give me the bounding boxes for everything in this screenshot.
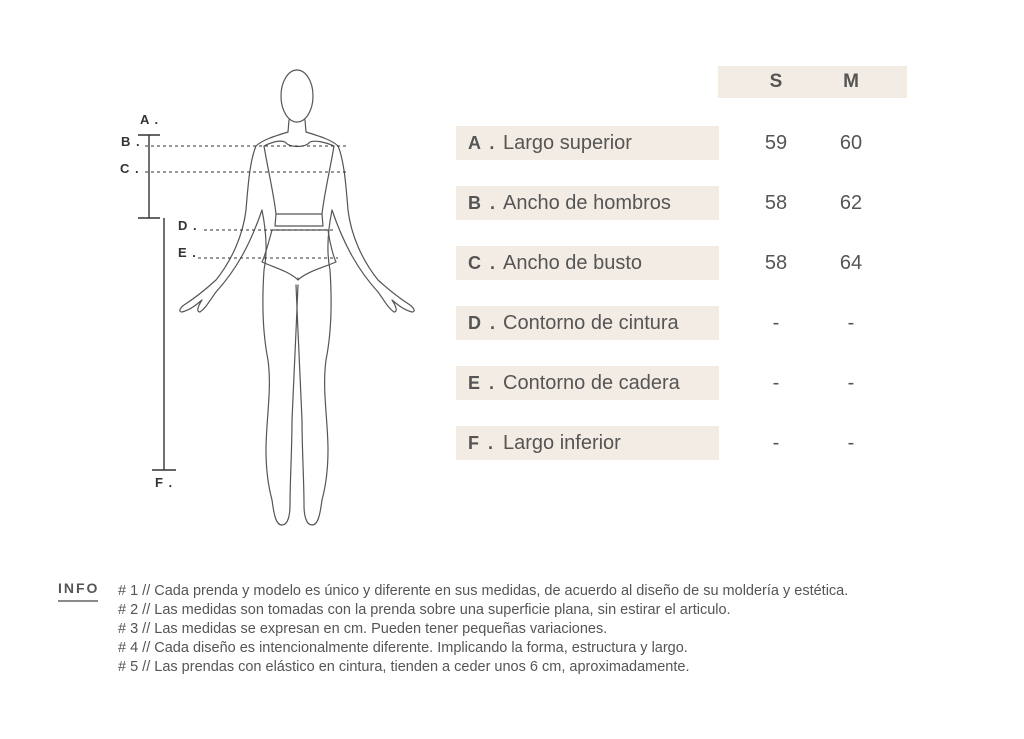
- table-row: [456, 126, 916, 160]
- info-note: # 2 // Las medidas son tomadas con la prenda sobre una superficie plana, sin estirar el articulo.: [118, 602, 731, 618]
- info-notes: [118, 582, 848, 677]
- body-left-outline: [180, 132, 298, 525]
- info-note: # 3 // Las medidas se expresan en cm. Pueden tener pequeñas variaciones.: [118, 621, 608, 637]
- info-underline: [58, 600, 98, 602]
- table-row: [456, 186, 916, 220]
- row-value-m: -: [847, 312, 855, 334]
- body-right-outline: [296, 132, 414, 525]
- bottom-garment-outline: [262, 230, 336, 280]
- size-header-s: S: [769, 71, 783, 92]
- row-name: Contorno de cintura: [503, 312, 679, 334]
- diagram-label-f: F .: [155, 475, 174, 490]
- table-row: [456, 306, 916, 340]
- row-value-s: -: [772, 432, 780, 454]
- row-value-s: 58: [764, 192, 788, 214]
- row-value-s: 58: [764, 252, 788, 274]
- info-label: INFO: [58, 580, 100, 596]
- row-value-m: 62: [839, 192, 863, 214]
- row-name: Largo superior: [503, 132, 632, 154]
- diagram-label-c: C .: [120, 161, 140, 176]
- body-measurement-diagram: [110, 55, 440, 535]
- row-name: Ancho de busto: [503, 252, 642, 274]
- row-value-m: -: [847, 372, 855, 394]
- info-note: # 1 // Cada prenda y modelo es único y diferente en sus medidas, de acuerdo al diseño de su moldería y estética.: [118, 583, 849, 599]
- row-letter: E .: [468, 373, 497, 393]
- table-row: [456, 246, 916, 280]
- table-row: [456, 366, 916, 400]
- diagram-label-a: A .: [140, 112, 160, 127]
- top-garment-outline: [264, 141, 334, 214]
- row-letter: D .: [468, 313, 498, 333]
- size-header-m: M: [843, 71, 859, 92]
- info-note: # 5 // Las prendas con elástico en cintura, tienden a ceder unos 6 cm, aproximadamente.: [118, 659, 690, 675]
- row-value-s: -: [772, 312, 780, 334]
- row-value-s: 59: [764, 132, 788, 154]
- row-letter: B .: [468, 193, 498, 213]
- row-letter: F .: [468, 433, 495, 453]
- row-letter: A .: [468, 133, 497, 153]
- row-name: Contorno de cadera: [503, 372, 680, 394]
- row-name: Largo inferior: [503, 432, 621, 454]
- row-value-m: -: [847, 432, 855, 454]
- head-outline: [281, 70, 313, 122]
- diagram-label-e: E .: [178, 245, 197, 260]
- row-value-m: 60: [839, 132, 863, 154]
- diagram-label-b: B .: [121, 134, 141, 149]
- row-value-s: -: [772, 372, 780, 394]
- row-letter: C .: [468, 253, 498, 273]
- diagram-label-d: D .: [178, 218, 198, 233]
- info-note: # 4 // Cada diseño es intencionalmente diferente. Implicando la forma, estructura y largo.: [118, 640, 688, 656]
- row-name: Ancho de hombros: [503, 192, 671, 214]
- table-row: [456, 426, 916, 460]
- row-value-m: 64: [839, 252, 863, 274]
